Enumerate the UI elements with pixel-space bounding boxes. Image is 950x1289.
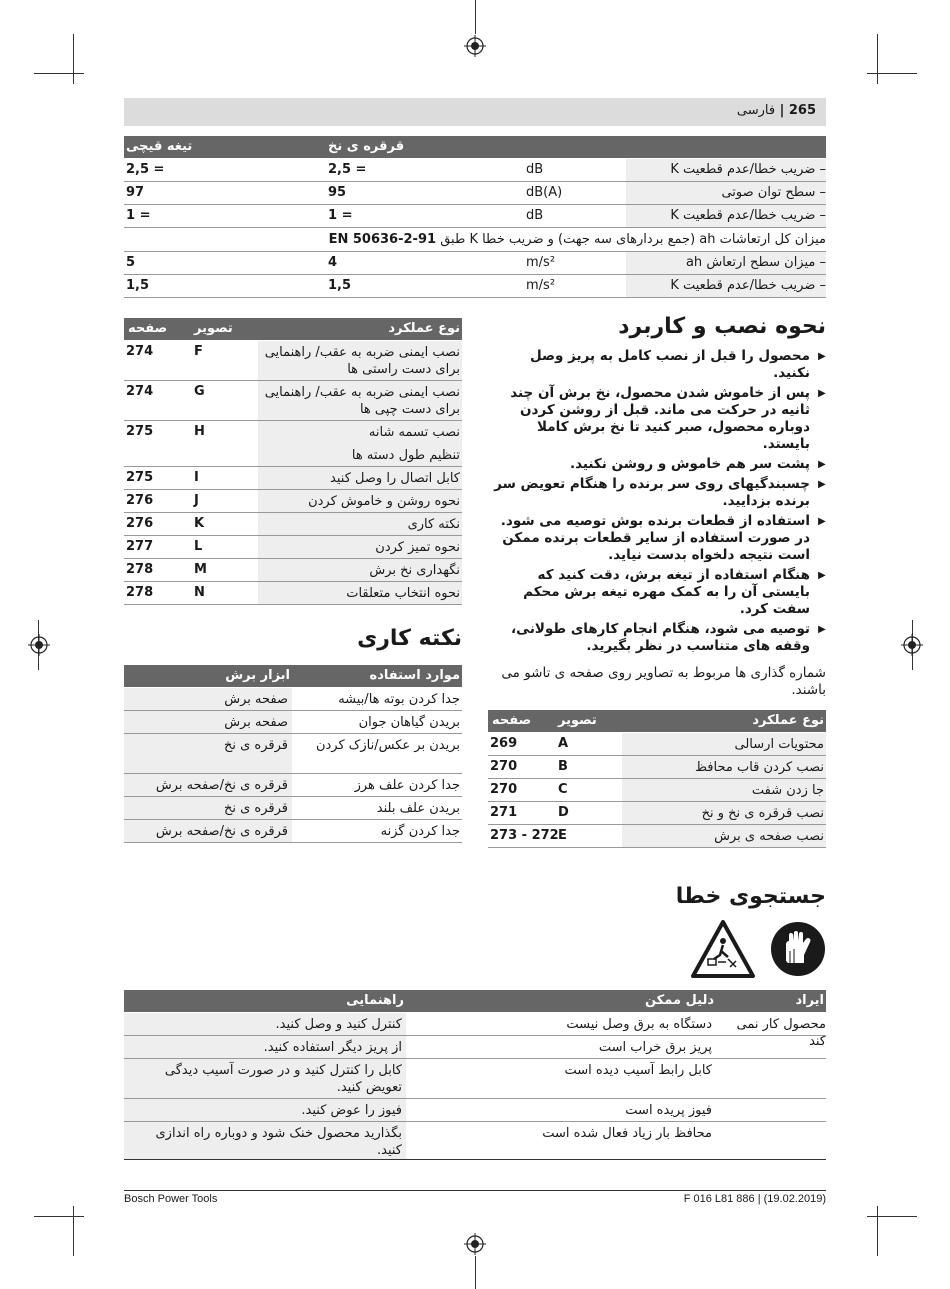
table-row: جدا کردن گزنه قرقره ی نخ/صفحه برش [124, 820, 462, 843]
registration-mark-icon [28, 634, 50, 656]
crop-mark [73, 1206, 74, 1256]
spec-row: – میزان سطح ارتعاش ah m/s² 4 5 [124, 252, 826, 275]
table-row: نصب تسمه شانه تنظیم طول دسته ها H 275 [124, 421, 462, 467]
spec-table-header [124, 136, 826, 158]
figure-note: شماره گذاری ها مربوط به تصاویر روی صفحه ی تاشو می باشند. [501, 665, 826, 698]
func-table-header: نوع عملکرد تصویر صفحه [488, 710, 826, 732]
crop-mark [34, 1216, 84, 1217]
page-language: فارسی [736, 103, 776, 118]
table-row: نحوه تمیز کردن L 277 [124, 536, 462, 559]
table-row: بریدن علف بلند قرقره ی نخ [124, 797, 462, 820]
spec-col-spool: قرقره ی نخ [328, 139, 405, 154]
table-row: نصب ایمنی ضربه به عقب/ راهنمایی برای دست راستی ها F 274 [124, 341, 462, 381]
table-row: محافظ بار زیاد فعال شده است بگذارید محصول خنک شود و دوباره راه اندازی کنید. [124, 1122, 826, 1160]
list-item: ◀ هنگام استفاده از تیغه برش، دقت کنید که بایستی آن را به کمک مهره تیغه برش محکم سفت کرد. [490, 567, 826, 618]
spec-row: – ضریب خطا/عدم قطعیت K m/s² 1,5 1,5 [124, 275, 826, 298]
install-title: نحوه نصب و کاربرد [618, 314, 826, 339]
list-item: ◀ پس از خاموش شدن محصول، نخ برش آن چند ثانیه در حرکت می ماند. قبل از روشن کردن دوباره محصول، صبر کنید تا نخ برش کاملا بایستد. [490, 385, 826, 453]
footer-divider [124, 1190, 826, 1191]
table-row: کابل اتصال را وصل کنید I 275 [124, 467, 462, 490]
page-header: 265 | فارسی [124, 98, 826, 126]
footer-brand: Bosch Power Tools [124, 1193, 218, 1205]
table-row: جا زدن شفت C 270 [488, 779, 826, 802]
table-row: نحوه روشن و خاموش کردن J 276 [124, 490, 462, 513]
list-item: ◀ چسبندگیهای روی سر برنده را هنگام تعویض سر برنده بزدایید. [490, 476, 826, 510]
registration-mark-icon [464, 1233, 486, 1255]
install-bullets [490, 348, 826, 658]
crop-mark [73, 34, 74, 84]
troubleshooting-title: جستجوی خطا [675, 884, 826, 909]
table-row: نکته کاری K 276 [124, 513, 462, 536]
gloves-icon [770, 921, 826, 977]
crop-mark [877, 1206, 878, 1256]
table-row: نحوه انتخاب متعلقات N 278 [124, 582, 462, 605]
trouble-table-header: ایراد دلیل ممکن راهنمایی [124, 990, 826, 1012]
fault-label: محصول کار نمی کند [736, 1017, 826, 1049]
table-row: دستگاه به برق وصل نیست کنترل کنید و وصل کنید. [124, 1013, 826, 1036]
footer-doc-id: F 016 L81 886 | (19.02.2019) [683, 1193, 826, 1205]
crop-mark [475, 1256, 476, 1289]
spec-row: – سطح توان صوتی dB(A) 95 97 [124, 182, 826, 205]
list-item: ◀ استفاده از قطعات برنده بوش توصیه می شود. در صورت استفاده از سایر قطعات برنده ممکن است نتیجه دلخواه بدست نیاید. [490, 513, 826, 564]
table-row: کابل رابط آسیب دیده است کابل را کنترل کنید و در صورت آسیب دیدگی تعویض کنید. [124, 1059, 826, 1099]
table-row: بریدن بر عکس/نازک کردن قرقره ی نخ [124, 734, 462, 774]
unplug-warning-icon [690, 919, 756, 979]
table-row: پریز برق خراب است از پریز دیگر استفاده کنید. [124, 1036, 826, 1059]
table-row: بریدن گیاهان جوان صفحه برش [124, 711, 462, 734]
table-row: نصب قرقره ی نخ و نخ D 271 [488, 802, 826, 825]
registration-mark-icon [901, 634, 923, 656]
spec-row: – ضریب خطا/عدم قطعیت K dB 2,5 = 2,5 = [124, 159, 826, 182]
spec-col-blade: تیغه قیچی [126, 139, 193, 154]
table-row: نگهداری نخ برش M 278 [124, 559, 462, 582]
table-row: فیوز پریده است فیوز را عوض کنید. [124, 1099, 826, 1122]
crop-mark [877, 34, 878, 84]
page-number: 265 [788, 103, 816, 118]
table-row: نصب صفحه ی برش E 273 - 272 [488, 825, 826, 848]
list-item: ◀ توصیه می شود، هنگام انجام کارهای طولانی، وقفه های متناسب در نظر بگیرید. [490, 621, 826, 655]
table-row: جدا کردن علف هرز قرقره ی نخ/صفحه برش [124, 774, 462, 797]
list-item: ◀ محصول را قبل از نصب کامل به پریز وصل نکنید. [490, 348, 826, 382]
list-item: ◀ پشت سر هم خاموش و روشن نکنید. [490, 456, 826, 473]
registration-mark-icon [464, 35, 486, 57]
table-row: نصب کردن قاب محافظ B 270 [488, 756, 826, 779]
norm-reference: EN 50636-2-91 [328, 232, 437, 247]
table-row: محتویات ارسالی A 269 [488, 733, 826, 756]
crop-mark [34, 73, 84, 74]
vibration-note: میزان کل ارتعاشات ah (جمع بردارهای سه جهت) و ضریب خطا K طبق EN 50636-2-91 [124, 228, 826, 252]
work-advice-title: نکته کاری [357, 626, 462, 651]
work-table-header: موارد استفاده ابزار برش [124, 665, 462, 687]
spec-row: – ضریب خطا/عدم قطعیت K dB 1 = 1 = [124, 205, 826, 228]
table-row: جدا کردن بوته ها/بیشه صفحه برش [124, 688, 462, 711]
crop-mark [867, 73, 917, 74]
crop-mark [475, 0, 476, 34]
table-row: نصب ایمنی ضربه به عقب/ راهنمایی برای دست چپی ها G 274 [124, 381, 462, 421]
func-table-header: نوع عملکرد تصویر صفحه [124, 318, 462, 340]
crop-mark [867, 1216, 917, 1217]
